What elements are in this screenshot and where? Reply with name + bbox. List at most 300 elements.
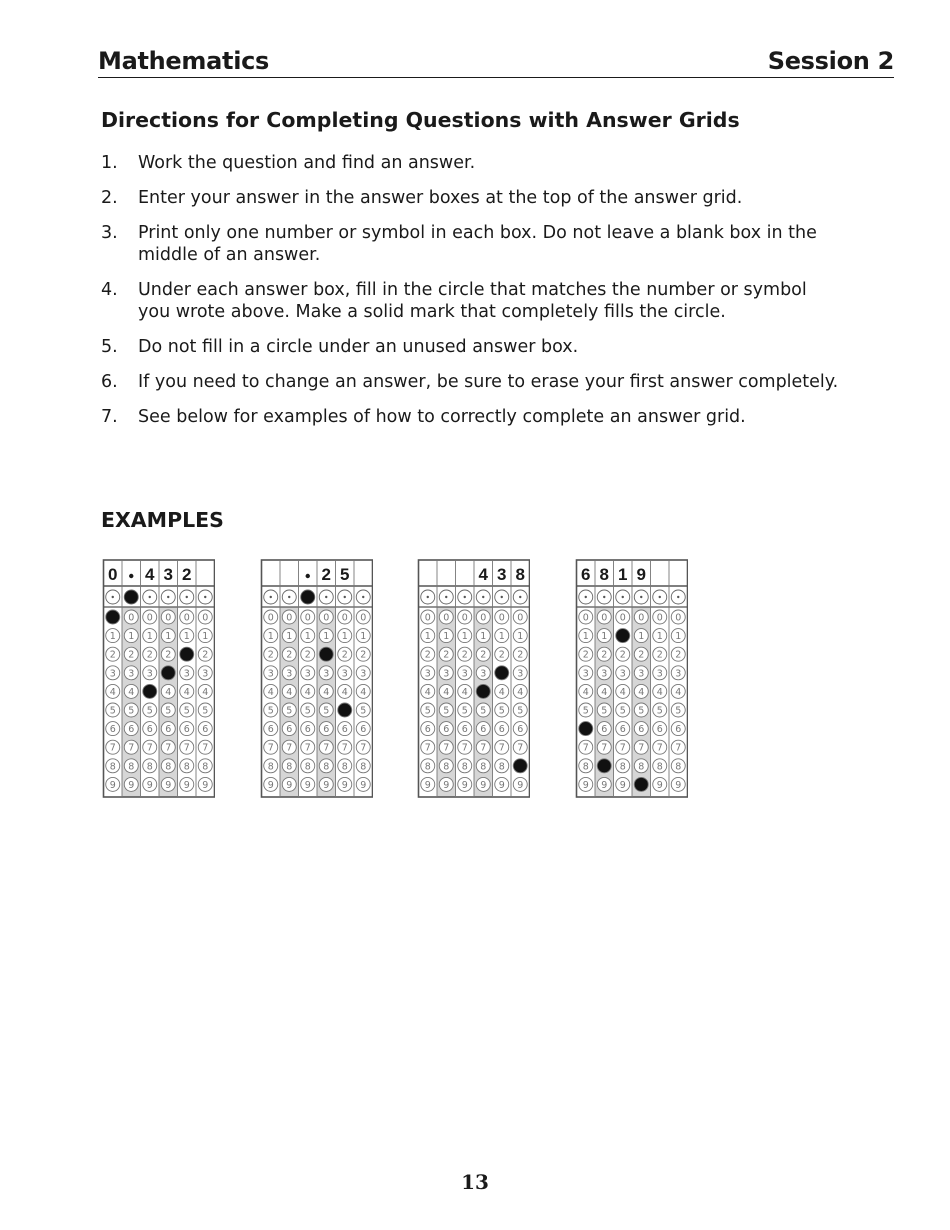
digit-bubble-filled (180, 647, 194, 661)
decimal-bubble-dot (149, 596, 151, 598)
digit-bubble-label: 5 (323, 705, 330, 717)
digit-bubble-label: 1 (480, 631, 487, 643)
digit-bubble-label: 1 (424, 631, 431, 643)
answer-box-char: 9 (636, 565, 646, 584)
answer-box-char: 0 (108, 565, 118, 584)
digit-bubble-label: 5 (582, 705, 589, 717)
digit-bubble-label: 0 (183, 612, 190, 624)
digit-bubble-label: 3 (202, 668, 209, 680)
decimal-bubble-dot (270, 596, 272, 598)
digit-bubble-filled (495, 666, 509, 680)
digit-bubble-label: 0 (517, 612, 524, 624)
decimal-bubble-dot (288, 596, 290, 598)
digit-bubble-label: 2 (286, 649, 293, 661)
decimal-bubble-filled (124, 590, 138, 604)
digit-bubble-label: 9 (360, 779, 367, 791)
digit-bubble-label: 3 (461, 668, 468, 680)
digit-bubble-label: 6 (480, 724, 487, 736)
digit-bubble-label: 5 (638, 705, 645, 717)
digit-bubble-label: 1 (267, 631, 274, 643)
decimal-bubble-dot (622, 596, 624, 598)
digit-bubble-label: 4 (165, 686, 172, 698)
digit-bubble-label: 8 (267, 761, 274, 773)
digit-bubble-label: 1 (286, 631, 293, 643)
digit-bubble-label: 4 (638, 686, 645, 698)
digit-bubble-label: 2 (360, 649, 367, 661)
step-text: Do not fill in a circle under an unused answer box. (138, 337, 579, 357)
directions-title: Directions for Completing Questions with Answer Grids (101, 108, 740, 132)
digit-bubble-label: 6 (183, 724, 190, 736)
digit-bubble-label: 6 (601, 724, 608, 736)
digit-bubble-label: 5 (109, 705, 116, 717)
digit-bubble-label: 6 (323, 724, 330, 736)
digit-bubble-label: 9 (128, 779, 135, 791)
digit-bubble-label: 3 (443, 668, 450, 680)
digit-bubble-label: 2 (424, 649, 431, 661)
digit-bubble-label: 6 (304, 724, 311, 736)
digit-bubble-label: 6 (424, 724, 431, 736)
digit-bubble-label: 6 (498, 724, 505, 736)
digit-bubble-label: 6 (341, 724, 348, 736)
digit-bubble-label: 6 (109, 724, 116, 736)
digit-bubble-label: 8 (498, 761, 505, 773)
directions-list (101, 152, 841, 441)
digit-bubble-label: 3 (304, 668, 311, 680)
digit-bubble-label: 0 (582, 612, 589, 624)
digit-bubble-label: 9 (443, 779, 450, 791)
digit-bubble-label: 6 (267, 724, 274, 736)
digit-bubble-label: 8 (443, 761, 450, 773)
digit-bubble-label: 5 (675, 705, 682, 717)
digit-bubble-label: 8 (202, 761, 209, 773)
digit-bubble-label: 8 (109, 761, 116, 773)
digit-bubble-label: 0 (601, 612, 608, 624)
digit-bubble-label: 0 (619, 612, 626, 624)
digit-bubble-label: 9 (341, 779, 348, 791)
digit-bubble-label: 2 (619, 649, 626, 661)
digit-bubble-label: 0 (360, 612, 367, 624)
subject-title: Mathematics (98, 47, 270, 75)
digit-bubble-label: 5 (304, 705, 311, 717)
direction-step (101, 406, 841, 428)
answer-box-char: 6 (581, 565, 591, 584)
page-header (98, 44, 894, 78)
digit-bubble-label: 7 (183, 742, 190, 754)
digit-bubble-label: 1 (323, 631, 330, 643)
digit-bubble-label: 0 (675, 612, 682, 624)
answer-box-char: 4 (145, 565, 155, 584)
digit-bubble-label: 2 (443, 649, 450, 661)
step-text: See below for examples of how to correctly complete an answer grid. (138, 407, 746, 427)
digit-bubble-label: 2 (480, 649, 487, 661)
session-title: Session 2 (767, 47, 894, 75)
digit-bubble-label: 9 (675, 779, 682, 791)
digit-bubble-label: 1 (146, 631, 153, 643)
step-text: Print only one number or symbol in each box. Do not leave a blank box in the middle of an answer. (138, 223, 817, 265)
digit-bubble-label: 2 (304, 649, 311, 661)
answer-box-char: 1 (618, 565, 628, 584)
digit-bubble-label: 7 (461, 742, 468, 754)
digit-bubble-label: 0 (128, 612, 135, 624)
digit-bubble-label: 9 (461, 779, 468, 791)
direction-step (101, 222, 841, 266)
digit-bubble-label: 0 (165, 612, 172, 624)
digit-bubble-label: 8 (480, 761, 487, 773)
digit-bubble-label: 8 (656, 761, 663, 773)
decimal-bubble-dot (482, 596, 484, 598)
digit-bubble-label: 2 (638, 649, 645, 661)
digit-bubble-label: 4 (619, 686, 626, 698)
digit-bubble-label: 4 (267, 686, 274, 698)
digit-bubble-label: 7 (619, 742, 626, 754)
decimal-bubble-dot (427, 596, 429, 598)
digit-bubble-label: 4 (424, 686, 431, 698)
decimal-bubble-dot (464, 596, 466, 598)
step-number: 4. (101, 280, 118, 300)
digit-bubble-label: 3 (146, 668, 153, 680)
digit-bubble-label: 8 (304, 761, 311, 773)
digit-bubble-filled (161, 666, 175, 680)
digit-bubble-label: 0 (146, 612, 153, 624)
digit-bubble-label: 6 (146, 724, 153, 736)
digit-bubble-label: 8 (286, 761, 293, 773)
digit-bubble-label: 5 (619, 705, 626, 717)
digit-bubble-label: 1 (601, 631, 608, 643)
digit-bubble-label: 8 (582, 761, 589, 773)
digit-bubble-label: 8 (183, 761, 190, 773)
digit-bubble-filled (338, 703, 352, 717)
answer-box-char: 2 (321, 565, 331, 584)
digit-bubble-filled (476, 684, 490, 698)
digit-bubble-label: 4 (109, 686, 116, 698)
digit-bubble-label: 7 (165, 742, 172, 754)
digit-bubble-label: 1 (341, 631, 348, 643)
digit-bubble-label: 9 (480, 779, 487, 791)
digit-bubble-label: 1 (183, 631, 190, 643)
digit-bubble-label: 7 (638, 742, 645, 754)
digit-bubble-label: 7 (498, 742, 505, 754)
decimal-bubble-dot (603, 596, 605, 598)
digit-bubble-label: 2 (146, 649, 153, 661)
digit-bubble-label: 5 (424, 705, 431, 717)
digit-bubble-label: 2 (165, 649, 172, 661)
digit-bubble-label: 5 (656, 705, 663, 717)
digit-bubble-label: 8 (638, 761, 645, 773)
digit-bubble-label: 3 (601, 668, 608, 680)
answer-grid-svg (102, 559, 215, 799)
answer-box-char: 3 (163, 565, 173, 584)
answer-box-decimal (306, 574, 310, 578)
answer-grid-example-1 (102, 559, 215, 799)
digit-bubble-label: 0 (480, 612, 487, 624)
digit-bubble-label: 8 (128, 761, 135, 773)
digit-bubble-label: 9 (286, 779, 293, 791)
digit-bubble-label: 8 (424, 761, 431, 773)
digit-bubble-label: 7 (146, 742, 153, 754)
digit-bubble-label: 9 (498, 779, 505, 791)
digit-bubble-label: 0 (656, 612, 663, 624)
answer-box-char: 8 (599, 565, 609, 584)
digit-bubble-label: 5 (443, 705, 450, 717)
decimal-bubble-dot (585, 596, 587, 598)
digit-bubble-label: 2 (517, 649, 524, 661)
digit-bubble-label: 6 (443, 724, 450, 736)
decimal-bubble-dot (362, 596, 364, 598)
answer-box-decimal (129, 574, 133, 578)
step-text: Work the question and find an answer. (138, 153, 476, 173)
digit-bubble-label: 7 (360, 742, 367, 754)
decimal-bubble-dot (112, 596, 114, 598)
digit-bubble-label: 7 (601, 742, 608, 754)
digit-bubble-label: 5 (267, 705, 274, 717)
digit-bubble-label: 9 (601, 779, 608, 791)
digit-bubble-label: 4 (360, 686, 367, 698)
digit-bubble-label: 2 (498, 649, 505, 661)
digit-bubble-label: 9 (183, 779, 190, 791)
digit-bubble-label: 7 (582, 742, 589, 754)
decimal-bubble-dot (640, 596, 642, 598)
digit-bubble-filled (597, 759, 611, 773)
digit-bubble-label: 9 (323, 779, 330, 791)
digit-bubble-label: 2 (656, 649, 663, 661)
answer-box-char: 8 (515, 565, 525, 584)
digit-bubble-label: 3 (582, 668, 589, 680)
digit-bubble-label: 1 (304, 631, 311, 643)
digit-bubble-label: 6 (656, 724, 663, 736)
digit-bubble-label: 5 (286, 705, 293, 717)
decimal-bubble-dot (677, 596, 679, 598)
answer-grid-example-4 (575, 559, 688, 799)
digit-bubble-label: 7 (286, 742, 293, 754)
digit-bubble-filled (319, 647, 333, 661)
digit-bubble-label: 7 (128, 742, 135, 754)
digit-bubble-label: 2 (461, 649, 468, 661)
digit-bubble-label: 4 (498, 686, 505, 698)
digit-bubble-label: 9 (656, 779, 663, 791)
decimal-bubble-dot (186, 596, 188, 598)
digit-bubble-label: 3 (517, 668, 524, 680)
digit-bubble-label: 6 (619, 724, 626, 736)
digit-bubble-label: 5 (601, 705, 608, 717)
digit-bubble-label: 1 (202, 631, 209, 643)
digit-bubble-label: 4 (202, 686, 209, 698)
decimal-bubble-dot (445, 596, 447, 598)
digit-bubble-label: 1 (128, 631, 135, 643)
digit-bubble-label: 9 (304, 779, 311, 791)
digit-bubble-label: 7 (304, 742, 311, 754)
digit-bubble-label: 3 (109, 668, 116, 680)
direction-step (101, 187, 841, 209)
digit-bubble-label: 8 (341, 761, 348, 773)
step-number: 3. (101, 223, 118, 243)
digit-bubble-label: 4 (582, 686, 589, 698)
digit-bubble-label: 7 (267, 742, 274, 754)
digit-bubble-label: 4 (128, 686, 135, 698)
digit-bubble-label: 2 (675, 649, 682, 661)
digit-bubble-label: 9 (165, 779, 172, 791)
step-number: 6. (101, 372, 118, 392)
digit-bubble-label: 5 (498, 705, 505, 717)
answer-box-char: 5 (340, 565, 350, 584)
decimal-bubble-dot (519, 596, 521, 598)
page-number: 13 (461, 1170, 489, 1194)
digit-bubble-label: 2 (582, 649, 589, 661)
digit-bubble-filled (143, 684, 157, 698)
digit-bubble-label: 8 (146, 761, 153, 773)
digit-bubble-label: 6 (360, 724, 367, 736)
digit-bubble-label: 6 (517, 724, 524, 736)
digit-bubble-label: 6 (638, 724, 645, 736)
digit-bubble-label: 0 (202, 612, 209, 624)
answer-box-char: 2 (182, 565, 192, 584)
step-number: 7. (101, 407, 118, 427)
digit-bubble-label: 1 (638, 631, 645, 643)
digit-bubble-filled (616, 629, 630, 643)
digit-bubble-label: 5 (517, 705, 524, 717)
digit-bubble-label: 3 (267, 668, 274, 680)
examples-title: EXAMPLES (101, 508, 224, 532)
digit-bubble-label: 4 (656, 686, 663, 698)
digit-bubble-label: 3 (619, 668, 626, 680)
answer-box-char: 4 (478, 565, 488, 584)
digit-bubble-label: 2 (341, 649, 348, 661)
digit-bubble-label: 6 (202, 724, 209, 736)
digit-bubble-label: 3 (675, 668, 682, 680)
digit-bubble-label: 9 (619, 779, 626, 791)
digit-bubble-label: 7 (480, 742, 487, 754)
digit-bubble-label: 4 (601, 686, 608, 698)
digit-bubble-label: 1 (109, 631, 116, 643)
digit-bubble-label: 5 (480, 705, 487, 717)
digit-bubble-label: 6 (128, 724, 135, 736)
digit-bubble-label: 8 (619, 761, 626, 773)
answer-grid-svg (575, 559, 688, 799)
step-number: 5. (101, 337, 118, 357)
digit-bubble-label: 8 (165, 761, 172, 773)
digit-bubble-label: 3 (341, 668, 348, 680)
digit-bubble-label: 7 (323, 742, 330, 754)
digit-bubble-label: 6 (461, 724, 468, 736)
answer-grid-example-3 (417, 559, 530, 799)
digit-bubble-label: 6 (165, 724, 172, 736)
digit-bubble-label: 7 (443, 742, 450, 754)
digit-bubble-label: 3 (360, 668, 367, 680)
digit-bubble-label: 1 (360, 631, 367, 643)
digit-bubble-label: 0 (461, 612, 468, 624)
digit-bubble-label: 1 (582, 631, 589, 643)
digit-bubble-label: 0 (638, 612, 645, 624)
digit-bubble-label: 2 (128, 649, 135, 661)
decimal-bubble-dot (501, 596, 503, 598)
digit-bubble-label: 9 (202, 779, 209, 791)
digit-bubble-label: 1 (656, 631, 663, 643)
digit-bubble-label: 7 (109, 742, 116, 754)
digit-bubble-label: 8 (360, 761, 367, 773)
digit-bubble-label: 0 (498, 612, 505, 624)
digit-bubble-label: 3 (286, 668, 293, 680)
digit-bubble-label: 9 (582, 779, 589, 791)
digit-bubble-label: 5 (128, 705, 135, 717)
digit-bubble-label: 3 (480, 668, 487, 680)
digit-bubble-label: 1 (461, 631, 468, 643)
digit-bubble-label: 3 (128, 668, 135, 680)
digit-bubble-filled (634, 777, 648, 791)
decimal-bubble-dot (344, 596, 346, 598)
direction-step (101, 336, 841, 358)
digit-bubble-label: 4 (304, 686, 311, 698)
digit-bubble-filled (513, 759, 527, 773)
direction-step (101, 371, 841, 393)
decimal-bubble-dot (167, 596, 169, 598)
digit-bubble-label: 1 (443, 631, 450, 643)
step-text: Enter your answer in the answer boxes at the top of the answer grid. (138, 188, 743, 208)
answer-grid-svg (260, 559, 373, 799)
digit-bubble-label: 7 (517, 742, 524, 754)
digit-bubble-label: 2 (601, 649, 608, 661)
digit-bubble-label: 6 (286, 724, 293, 736)
digit-bubble-label: 4 (461, 686, 468, 698)
digit-bubble-label: 0 (267, 612, 274, 624)
digit-bubble-label: 5 (165, 705, 172, 717)
decimal-bubble-dot (204, 596, 206, 598)
answer-box-char: 3 (497, 565, 507, 584)
digit-bubble-label: 7 (341, 742, 348, 754)
digit-bubble-label: 8 (675, 761, 682, 773)
digit-bubble-label: 3 (323, 668, 330, 680)
digit-bubble-label: 4 (183, 686, 190, 698)
digit-bubble-filled (579, 722, 593, 736)
decimal-bubble-dot (659, 596, 661, 598)
direction-step (101, 279, 841, 323)
digit-bubble-label: 8 (323, 761, 330, 773)
digit-bubble-label: 5 (146, 705, 153, 717)
digit-bubble-label: 2 (267, 649, 274, 661)
digit-bubble-label: 1 (675, 631, 682, 643)
digit-bubble-label: 1 (517, 631, 524, 643)
digit-bubble-label: 5 (202, 705, 209, 717)
digit-bubble-label: 3 (424, 668, 431, 680)
digit-bubble-label: 9 (267, 779, 274, 791)
digit-bubble-label: 4 (323, 686, 330, 698)
digit-bubble-label: 7 (675, 742, 682, 754)
digit-bubble-label: 3 (183, 668, 190, 680)
digit-bubble-label: 9 (517, 779, 524, 791)
digit-bubble-label: 0 (304, 612, 311, 624)
digit-bubble-label: 6 (675, 724, 682, 736)
digit-bubble-label: 5 (360, 705, 367, 717)
digit-bubble-label: 4 (341, 686, 348, 698)
digit-bubble-label: 0 (424, 612, 431, 624)
digit-bubble-label: 9 (424, 779, 431, 791)
digit-bubble-label: 5 (183, 705, 190, 717)
digit-bubble-label: 5 (461, 705, 468, 717)
step-text: If you need to change an answer, be sure to erase your first answer completely. (138, 372, 839, 392)
digit-bubble-label: 0 (341, 612, 348, 624)
digit-bubble-label: 4 (675, 686, 682, 698)
digit-bubble-label: 3 (638, 668, 645, 680)
digit-bubble-label: 2 (202, 649, 209, 661)
digit-bubble-label: 1 (498, 631, 505, 643)
answer-grid-example-2 (260, 559, 373, 799)
digit-bubble-filled (106, 610, 120, 624)
digit-bubble-label: 0 (443, 612, 450, 624)
digit-bubble-label: 2 (109, 649, 116, 661)
digit-bubble-label: 4 (443, 686, 450, 698)
answer-grid-svg (417, 559, 530, 799)
digit-bubble-label: 3 (656, 668, 663, 680)
digit-bubble-label: 4 (286, 686, 293, 698)
digit-bubble-label: 1 (165, 631, 172, 643)
